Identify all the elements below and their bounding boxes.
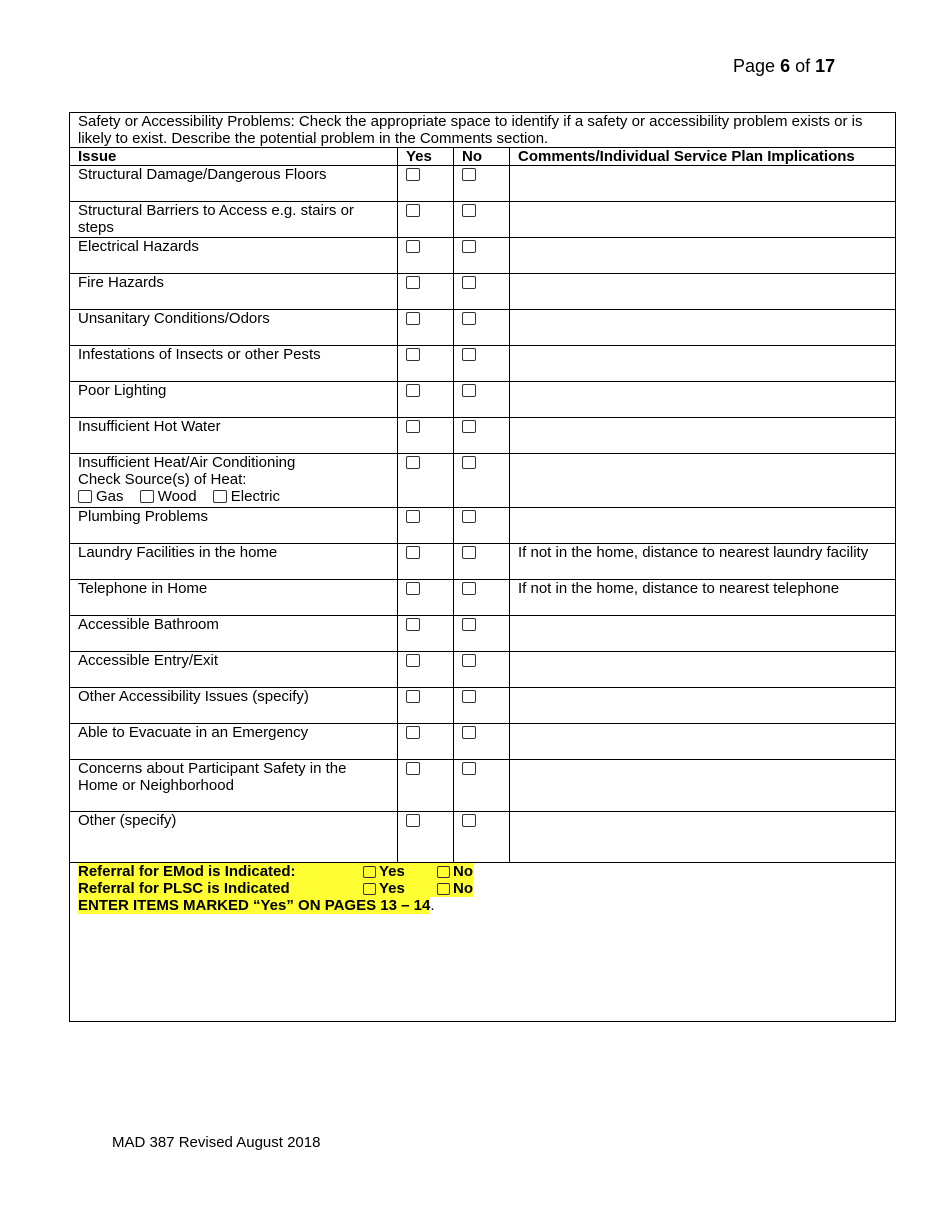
issue-label: Structural Barriers to Access e.g. stairs or steps	[70, 202, 398, 238]
comment-cell[interactable]	[510, 346, 896, 382]
referral-section	[70, 863, 896, 1022]
table-row	[70, 418, 896, 454]
issue-label: Electrical Hazards	[70, 238, 398, 274]
no-checkbox[interactable]	[462, 168, 476, 181]
no-checkbox[interactable]	[462, 276, 476, 289]
table-row	[70, 724, 896, 760]
yes-checkbox[interactable]	[406, 168, 420, 181]
comment-cell[interactable]	[510, 310, 896, 346]
table-row	[70, 508, 896, 544]
table-row	[70, 166, 896, 202]
issue-label: Telephone in Home	[70, 580, 398, 616]
plsc-no-checkbox[interactable]	[437, 883, 450, 895]
gas-checkbox[interactable]	[78, 490, 92, 503]
table-row	[70, 310, 896, 346]
yes-checkbox[interactable]	[406, 618, 420, 631]
wood-checkbox[interactable]	[140, 490, 154, 503]
no-checkbox[interactable]	[462, 348, 476, 361]
page-number: Page 6 of 17	[733, 56, 836, 76]
table-row	[70, 382, 896, 418]
enter-items-note: ENTER ITEMS MARKED “Yes” ON PAGES 13 – 14 .	[78, 897, 435, 914]
no-checkbox[interactable]	[462, 654, 476, 667]
yes-checkbox[interactable]	[406, 762, 420, 775]
yes-checkbox[interactable]	[406, 726, 420, 739]
issue-label: Plumbing Problems	[70, 508, 398, 544]
table-row	[70, 202, 896, 238]
header-issue: Issue	[70, 148, 398, 166]
issue-cell	[70, 454, 398, 508]
no-checkbox[interactable]	[462, 582, 476, 595]
table-row	[70, 812, 896, 863]
no-checkbox[interactable]	[462, 204, 476, 217]
heat-source-prompt: Check Source(s) of Heat:	[78, 471, 247, 488]
comment-cell[interactable]	[510, 508, 896, 544]
no-checkbox[interactable]	[462, 240, 476, 253]
table-row	[70, 688, 896, 724]
header-yes: Yes	[398, 148, 454, 166]
issue-label: Poor Lighting	[70, 382, 398, 418]
issue-label: Fire Hazards	[70, 274, 398, 310]
table-row	[70, 454, 896, 508]
yes-checkbox[interactable]	[406, 276, 420, 289]
comment-cell[interactable]	[510, 166, 896, 202]
plsc-referral-label: Referral for PLSC is Indicated	[78, 880, 290, 897]
yes-checkbox[interactable]	[406, 312, 420, 325]
yes-checkbox[interactable]	[406, 814, 420, 827]
no-checkbox[interactable]	[462, 384, 476, 397]
header-comments: Comments/Individual Service Plan Implications	[510, 148, 896, 166]
table-row	[70, 274, 896, 310]
yes-checkbox[interactable]	[406, 384, 420, 397]
comment-cell[interactable]	[510, 418, 896, 454]
yes-checkbox[interactable]	[406, 348, 420, 361]
plsc-yes-checkbox[interactable]	[363, 883, 376, 895]
table-row	[70, 544, 896, 580]
issue-label: Insufficient Heat/Air Conditioning	[78, 454, 296, 471]
comment-cell[interactable]	[510, 688, 896, 724]
comment-cell[interactable]	[510, 652, 896, 688]
yes-checkbox[interactable]	[406, 510, 420, 523]
comment-cell[interactable]	[510, 724, 896, 760]
issue-label: Accessible Entry/Exit	[70, 652, 398, 688]
emod-referral: Referral for EMod is Indicated: Yes No	[78, 863, 473, 880]
no-checkbox[interactable]	[462, 546, 476, 559]
no-checkbox[interactable]	[462, 690, 476, 703]
yes-checkbox[interactable]	[406, 546, 420, 559]
emod-no-checkbox[interactable]	[437, 866, 450, 878]
header-no: No	[454, 148, 510, 166]
yes-checkbox[interactable]	[406, 420, 420, 433]
yes-checkbox[interactable]	[406, 690, 420, 703]
comment-cell[interactable]	[510, 274, 896, 310]
comment-cell[interactable]	[510, 454, 896, 508]
comment-cell[interactable]	[510, 238, 896, 274]
issue-label: Concerns about Participant Safety in the Home or Neighborhood	[70, 760, 398, 812]
table-row	[70, 760, 896, 812]
no-checkbox[interactable]	[462, 510, 476, 523]
yes-checkbox[interactable]	[406, 204, 420, 217]
emod-yes-checkbox[interactable]	[363, 866, 376, 878]
table-row	[70, 238, 896, 274]
comment-cell[interactable]: If not in the home, distance to nearest telephone	[510, 580, 896, 616]
table-row	[70, 616, 896, 652]
yes-checkbox[interactable]	[406, 582, 420, 595]
comment-cell[interactable]	[510, 616, 896, 652]
table-row	[70, 580, 896, 616]
comment-cell[interactable]	[510, 382, 896, 418]
safety-accessibility-table	[69, 112, 896, 1022]
form-footer: MAD 387 Revised August 2018	[112, 1134, 321, 1151]
no-checkbox[interactable]	[462, 312, 476, 325]
comment-cell[interactable]	[510, 760, 896, 812]
issue-label: Laundry Facilities in the home	[70, 544, 398, 580]
intro-text: Safety or Accessibility Problems: Check the appropriate space to identify if a safety or accessibility problem exists or is likely to exist. Describe the potential problem in the Comments section.	[70, 113, 896, 148]
no-checkbox[interactable]	[462, 762, 476, 775]
yes-checkbox[interactable]	[406, 240, 420, 253]
comment-cell[interactable]	[510, 202, 896, 238]
no-checkbox[interactable]	[462, 814, 476, 827]
electric-checkbox[interactable]	[213, 490, 227, 503]
heat-source-options: Gas Wood Electric	[78, 488, 389, 507]
issue-label: Insufficient Hot Water	[70, 418, 398, 454]
issue-label: Unsanitary Conditions/Odors	[70, 310, 398, 346]
issue-label: Accessible Bathroom	[70, 616, 398, 652]
plsc-referral: Referral for PLSC is Indicated Yes No	[78, 880, 473, 897]
table-row	[70, 346, 896, 382]
issue-label: Able to Evacuate in an Emergency	[70, 724, 398, 760]
issue-label: Infestations of Insects or other Pests	[70, 346, 398, 382]
emod-referral-label: Referral for EMod is Indicated:	[78, 863, 296, 880]
no-checkbox[interactable]	[462, 456, 476, 469]
table-row	[70, 652, 896, 688]
no-checkbox[interactable]	[462, 726, 476, 739]
no-checkbox[interactable]	[462, 420, 476, 433]
no-checkbox[interactable]	[462, 618, 476, 631]
comment-cell[interactable]	[510, 812, 896, 863]
comment-cell[interactable]: If not in the home, distance to nearest laundry facility	[510, 544, 896, 580]
issue-label: Other (specify)	[70, 812, 398, 863]
yes-checkbox[interactable]	[406, 456, 420, 469]
yes-checkbox[interactable]	[406, 654, 420, 667]
issue-label: Other Accessibility Issues (specify)	[70, 688, 398, 724]
issue-label: Structural Damage/Dangerous Floors	[70, 166, 398, 202]
